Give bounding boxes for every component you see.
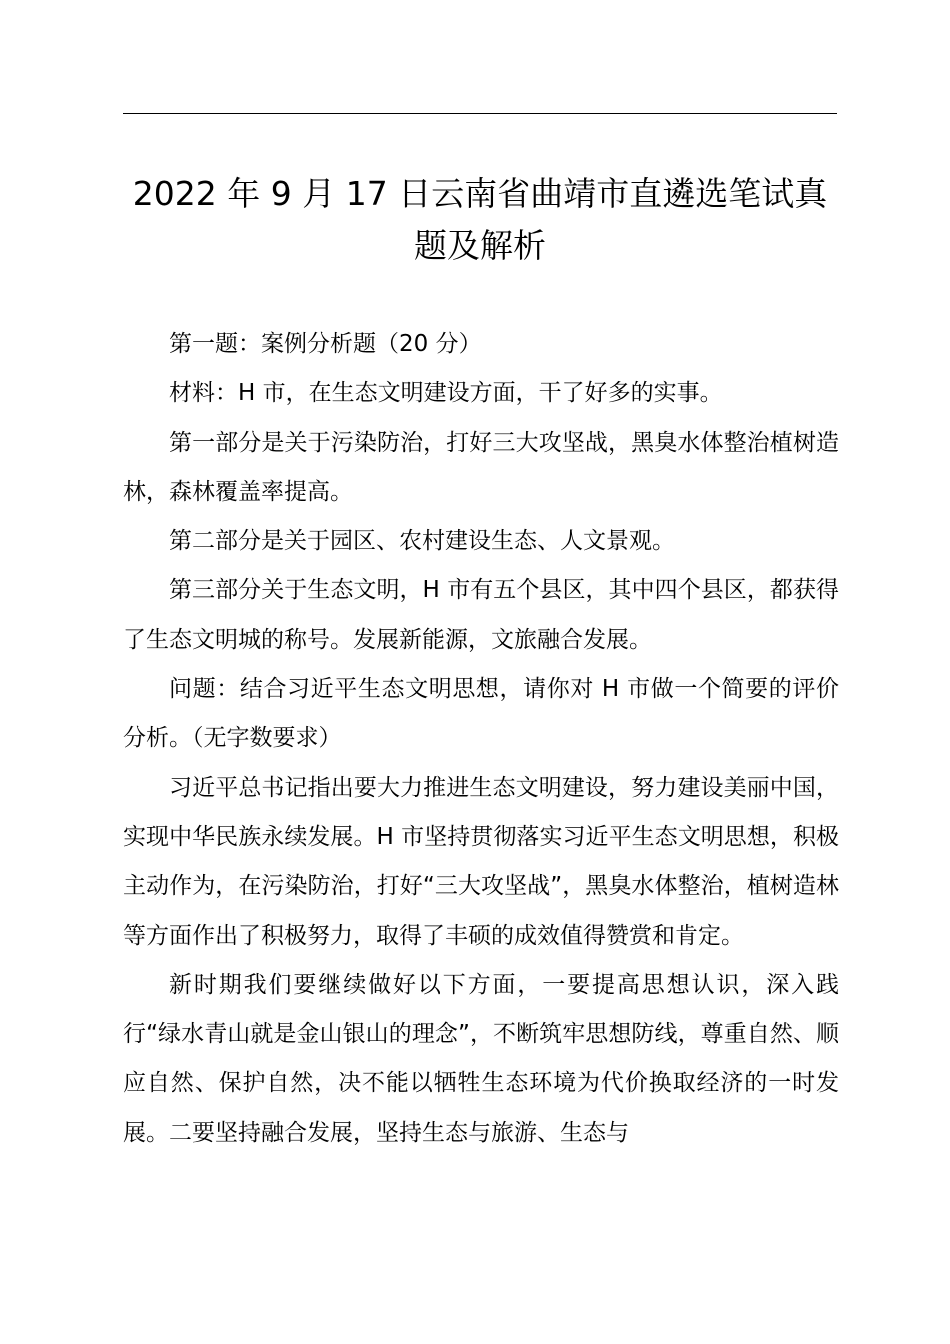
paragraph-answer-1: 习近平总书记指出要大力推进生态文明建设，努力建设美丽中国，实现中华民族永续发展。H 市坚持贯彻落实习近平生态文明思想，积极主动作为，在污染防治，打好“三大攻坚战”，黑臭水体整治，植树造林等方面作出了积极努力，取得了丰硕的成效值得赞赏和肯定。	[123, 774, 839, 949]
paragraph-question: 问题：结合习近平生态文明思想，请你对 H 市做一个简要的评价分析。（无字数要求）	[123, 676, 839, 752]
title-line-2: 题及解析	[414, 226, 546, 265]
paragraph-material-intro: 材料：H 市，在生态文明建设方面，干了好多的实事。	[169, 380, 723, 407]
title-line-1: 2022 年 9 月 17 日云南省曲靖市直遴选笔试真	[132, 174, 828, 213]
paragraph-part-one: 第一部分是关于污染防治，打好三大攻坚战，黑臭水体整治植树造林，森林覆盖率提高。	[123, 429, 839, 505]
document-body	[123, 320, 839, 1158]
paragraph-part-three: 第三部分关于生态文明，H 市有五个县区，其中四个县区，都获得了生态文明城的称号。发展新能源，文旅融合发展。	[123, 577, 839, 653]
header-rule	[123, 113, 837, 114]
paragraph-answer-2: 新时期我们要继续做好以下方面，一要提高思想认识，深入践行“绿水青山就是金山银山的理念”，不断筑牢思想防线，尊重自然、顺应自然、保护自然，决不能以牺牲生态环境为代价换取经济的一时发展。二要坚持融合发展，坚持生态与旅游、生态与	[123, 971, 839, 1146]
paragraph-question-heading: 第一题：案例分析题（20 分）	[169, 331, 482, 357]
document-title	[123, 168, 837, 272]
paragraph-part-two: 第二部分是关于园区、农村建设生态、人文景观。	[169, 528, 675, 555]
